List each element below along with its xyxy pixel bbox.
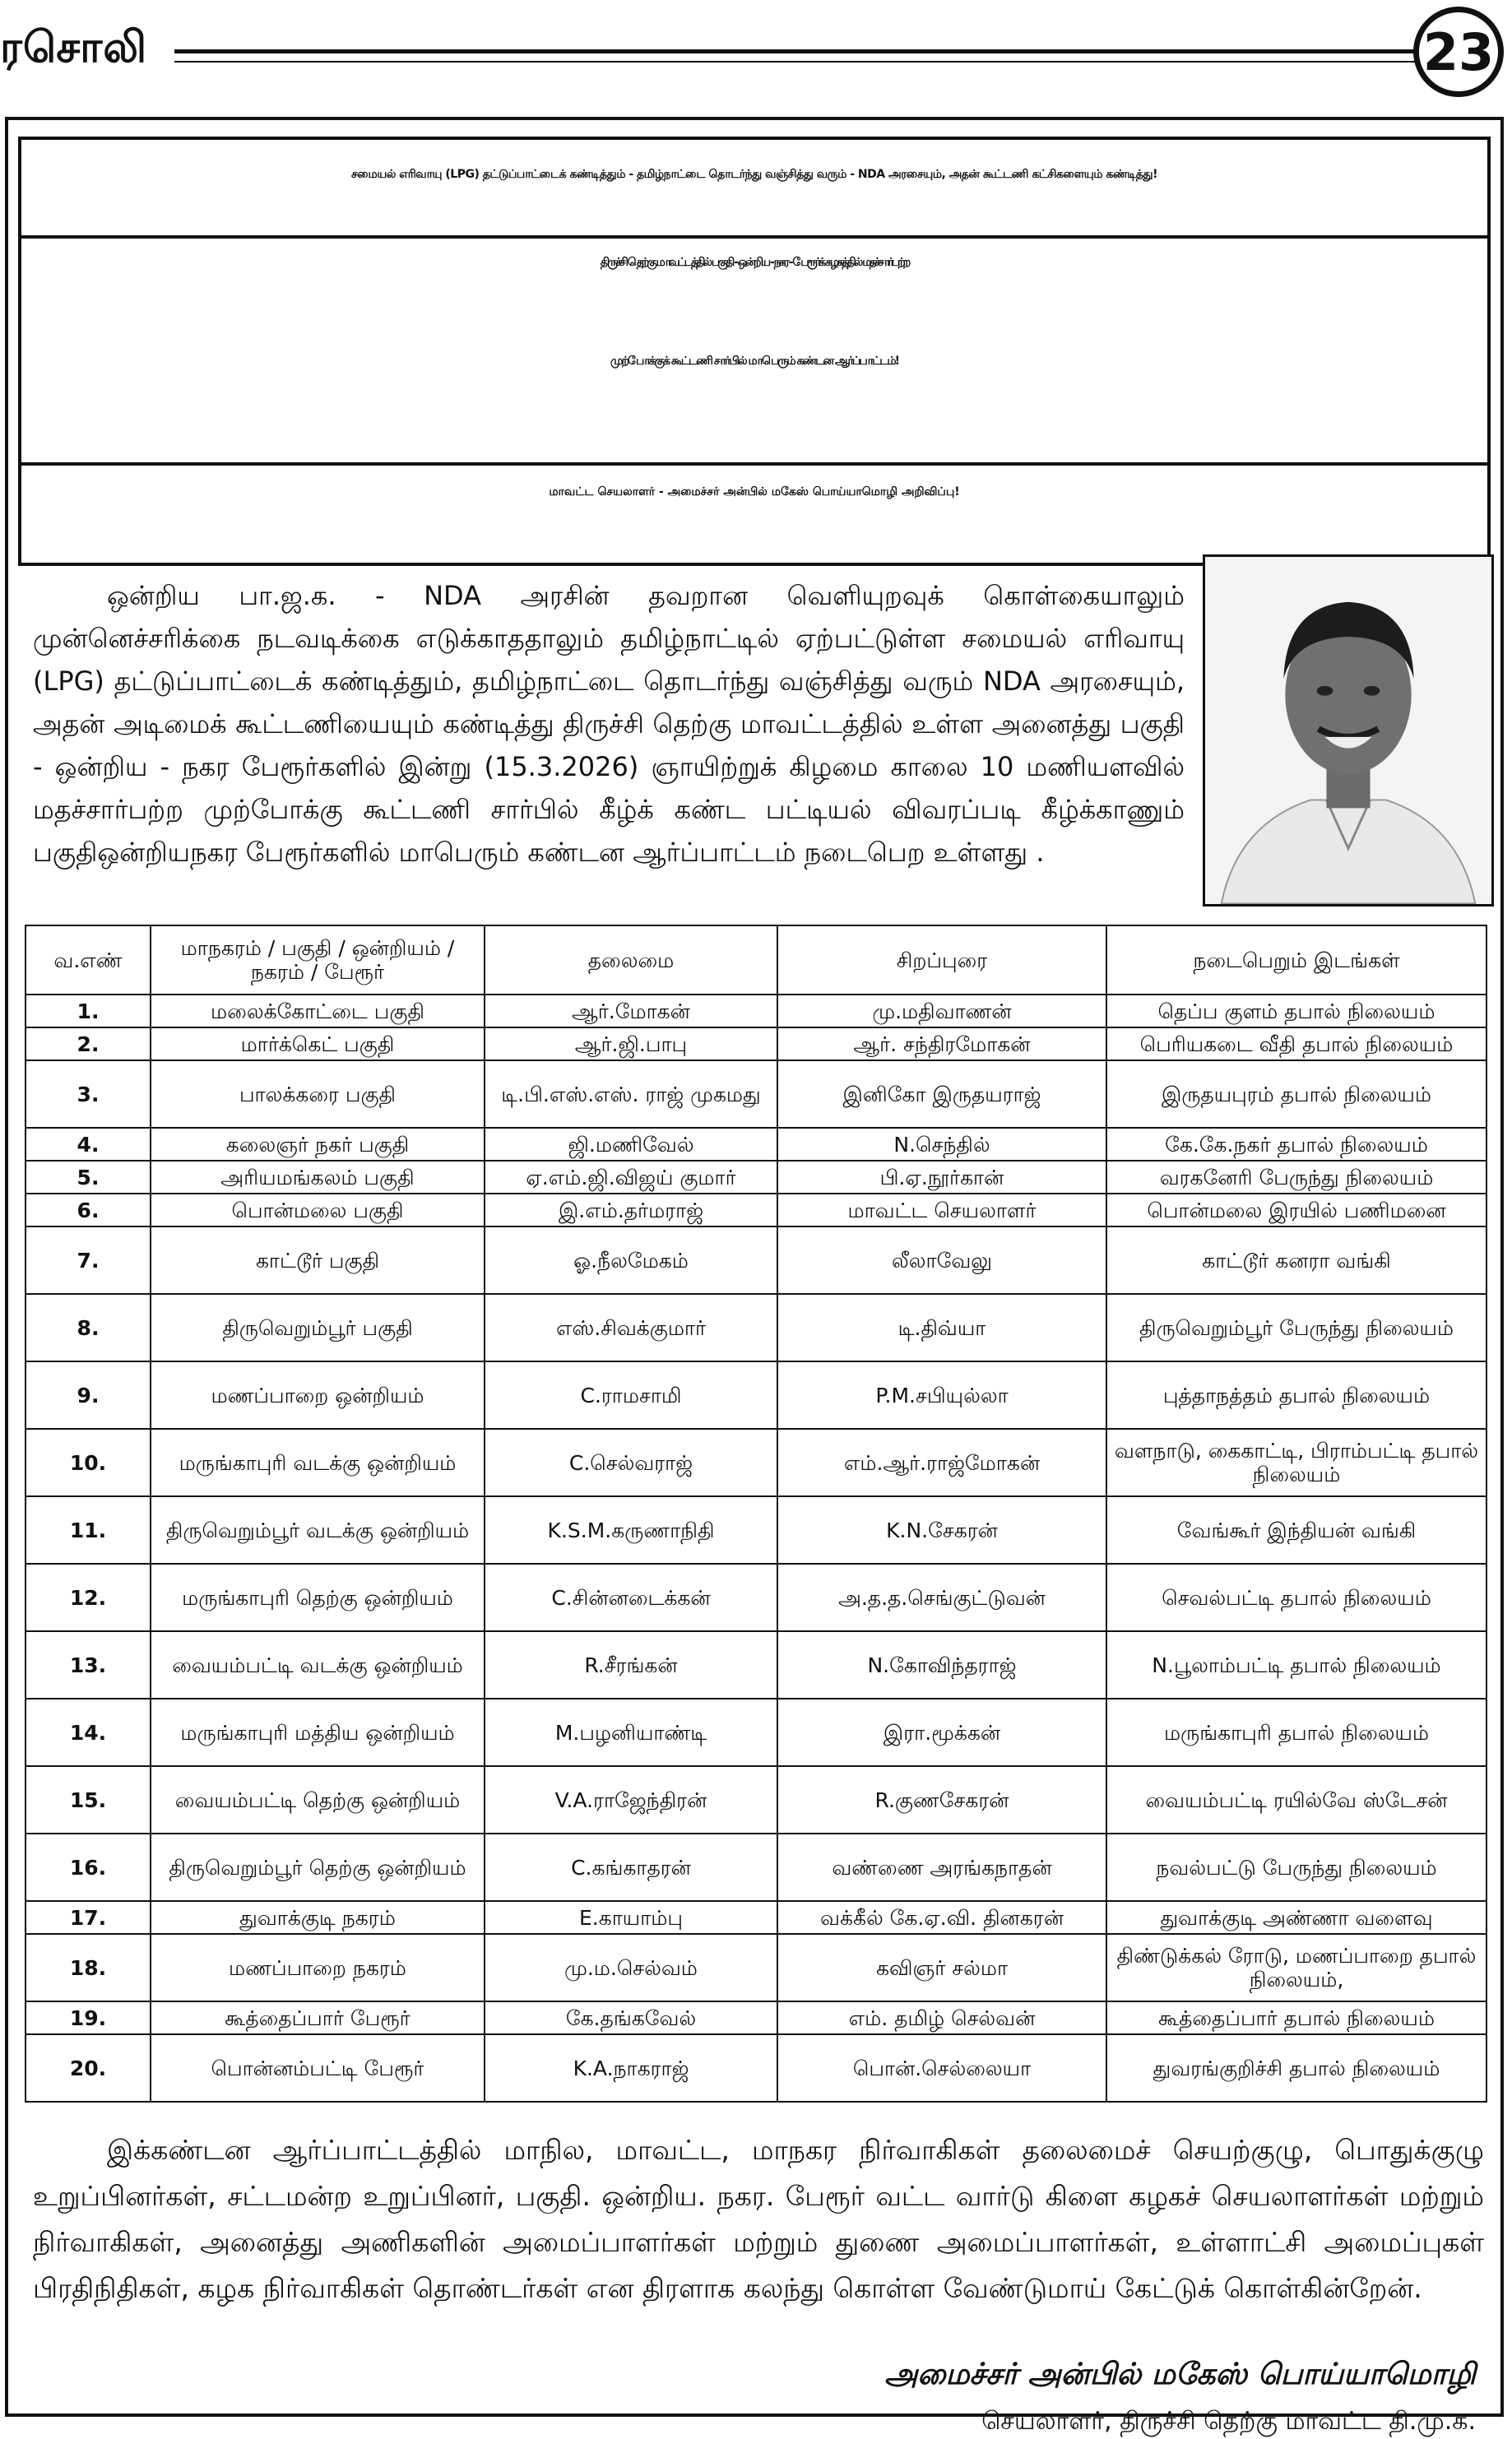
cell-serial: 19.	[26, 2001, 151, 2034]
cell-special-address: அ.த.த.செங்குட்டுவன்	[777, 1564, 1106, 1631]
signatory-name: அமைச்சர் அன்பில் மகேஸ் பொய்யாமொழி	[884, 2358, 1476, 2391]
cell-unit: கூத்தைப்பார் பேரூர்	[151, 2001, 485, 2034]
cell-special-address: லீலாவேலு	[777, 1226, 1106, 1294]
cell-presided-by: எஸ்.சிவக்குமார்	[485, 1294, 777, 1361]
cell-venue: தெப்ப குளம் தபால் நிலையம்	[1106, 995, 1486, 1027]
cell-serial: 6.	[26, 1194, 151, 1226]
cell-venue: துவாக்குடி அண்ணா வளைவு	[1106, 1901, 1486, 1934]
table-header-row	[26, 925, 1486, 995]
cell-special-address: R.குணசேகரன்	[777, 1766, 1106, 1834]
cell-venue: N.பூலாம்பட்டி தபால் நிலையம்	[1106, 1631, 1486, 1699]
cell-special-address: எம்.ஆர்.ராஜ்மோகன்	[777, 1429, 1106, 1496]
cell-special-address: N.செந்தில்	[777, 1128, 1106, 1161]
cell-presided-by: V.A.ராஜேந்திரன்	[485, 1766, 777, 1834]
cell-venue: புத்தாநத்தம் தபால் நிலையம்	[1106, 1361, 1486, 1429]
cell-special-address: பி.ஏ.நூர்கான்	[777, 1161, 1106, 1194]
kicker-divider	[21, 235, 1487, 239]
table-row	[26, 1128, 1486, 1161]
cell-unit: மருங்காபுரி மத்திய ஒன்றியம்	[151, 1699, 485, 1766]
cell-venue: பொன்மலை இரயில் பணிமனை	[1106, 1194, 1486, 1226]
cell-venue: வளநாடு, கைகாட்டி, பிராம்பட்டி தபால் நிலையம்	[1106, 1429, 1486, 1496]
cell-presided-by: K.S.M.கருணாநிதி	[485, 1496, 777, 1564]
protest-schedule-table	[25, 925, 1487, 2103]
cell-venue: கூத்தைப்பார் தபால் நிலையம்	[1106, 2001, 1486, 2034]
cell-serial: 3.	[26, 1060, 151, 1128]
table-row	[26, 1496, 1486, 1564]
cell-special-address: ஆர். சந்திரமோகன்	[777, 1027, 1106, 1060]
cell-serial: 15.	[26, 1766, 151, 1834]
cell-special-address: மு.மதிவாணன்	[777, 995, 1106, 1027]
cell-serial: 9.	[26, 1361, 151, 1429]
cell-unit: பாலக்கரை பகுதி	[151, 1060, 485, 1128]
cell-special-address: வக்கீல் கே.ஏ.வி. தினகரன்	[777, 1901, 1106, 1934]
closing-paragraph: இக்கண்டன ஆர்ப்பாட்டத்தில் மாநில, மாவட்ட, மாநகர நிர்வாகிகள் தலைமைச் செயற்குழு, பொதுக்குழு உறுப்பினர்கள், சட்டமன்ற உறுப்பினர், பகுதி. ஒன்றிய. நகர. பேரூர் வட்ட வார்டு கிளை கழகச் செயலாளர்கள் மற்றும் நிர்வாகிகள், அனைத்து அணிகளின் அமைப்பாளர்கள் மற்றும் துணை அமைப்பாளர்கள், உள்ளாட்சி அமைப்புகள் பிரதிநிதிகள், கழக நிர்வாகிகள் தொண்டர்கள் என திரளாக கலந்து கொள்ள வேண்டுமாய் கேட்டுக் கொள்கின்றேன்.	[33, 2134, 1484, 2304]
cell-presided-by: R.சீரங்கன்	[485, 1631, 777, 1699]
cell-unit: மார்க்கெட் பகுதி	[151, 1027, 485, 1060]
cell-venue: மருங்காபுரி தபால் நிலையம்	[1106, 1699, 1486, 1766]
cell-unit: பொன்னம்பட்டி பேரூர்	[151, 2034, 485, 2102]
cell-presided-by: டி.பி.எஸ்.எஸ். ராஜ் முகமது	[485, 1060, 777, 1128]
cell-serial: 14.	[26, 1699, 151, 1766]
cell-unit: துவாக்குடி நகரம்	[151, 1901, 485, 1934]
cell-special-address: வண்ணை அரங்கநாதன்	[777, 1834, 1106, 1901]
cell-presided-by: ஜி.மணிவேல்	[485, 1128, 777, 1161]
cell-serial: 12.	[26, 1564, 151, 1631]
cell-serial: 7.	[26, 1226, 151, 1294]
cell-venue: செவல்பட்டி தபால் நிலையம்	[1106, 1564, 1486, 1631]
intro-paragraph: ஒன்றிய பா.ஜ.க. - NDA அரசின் தவறான வெளியுறவுக் கொள்கையாலும் முன்னெச்சரிக்கை நடவடிக்கை எடுக்காததாலும் தமிழ்நாட்டில் ஏற்பட்டுள்ள சமையல் எரிவாயு (LPG) தட்டுப்பாட்டைக் கண்டித்தும், தமிழ்நாட்டை தொடர்ந்து வஞ்சித்து வரும் NDA அரசையும், அதன் அடிமைக் கூட்டணியையும் கண்டித்து திருச்சி தெற்கு மாவட்டத்தில் உள்ள அனைத்து பகுதி - ஒன்றிய - நகர பேரூர்களில் இன்று (15.3.2026) ஞாயிற்றுக் கிழமை காலை 10 மணியளவில் மதச்சார்பற்ற முற்போக்கு கூட்டணி சார்பில் கீழ்க் கண்ட பட்டியல் விவரப்படி கீழ்க்காணும் பகுதிஒன்றியநகர பேரூர்களில் மாபெரும் கண்டன ஆர்ப்பாட்டம் நடைபெற உள்ளது .	[33, 580, 1185, 868]
cell-unit: வையம்பட்டி தெற்கு ஒன்றியம்	[151, 1766, 485, 1834]
cell-presided-by: மு.ம.செல்வம்	[485, 1934, 777, 2001]
cell-presided-by: ஆர்.மோகன்	[485, 995, 777, 1027]
cell-serial: 11.	[26, 1496, 151, 1564]
table-row	[26, 1060, 1486, 1128]
headline-line-1: திருச்சி தெற்கு மாவட்டத்தில் பகுதி - ஒன்றிய - நகர - பேரூர்க் கழகத்தில் மதச்சார்பற்ற	[600, 256, 909, 269]
cell-unit: மணப்பாறை நகரம்	[151, 1934, 485, 2001]
table-row	[26, 1901, 1486, 1934]
cell-venue: காட்டூர் கனரா வங்கி	[1106, 1226, 1486, 1294]
portrait-image	[1205, 557, 1491, 904]
cell-presided-by: C.ராமசாமி	[485, 1361, 777, 1429]
table-row	[26, 1429, 1486, 1496]
paper-name: ரசொலி	[0, 23, 148, 72]
table-row	[26, 1699, 1486, 1766]
cell-special-address: N.கோவிந்தராஜ்	[777, 1631, 1106, 1699]
table-row	[26, 1631, 1486, 1699]
cell-unit: திருவெறும்பூர் பகுதி	[151, 1294, 485, 1361]
cell-serial: 1.	[26, 995, 151, 1027]
cell-venue: கே.கே.நகர் தபால் நிலையம்	[1106, 1128, 1486, 1161]
table-row	[26, 1766, 1486, 1834]
table-row	[26, 1934, 1486, 2001]
cell-unit: மலைக்கோட்டை பகுதி	[151, 995, 485, 1027]
cell-serial: 10.	[26, 1429, 151, 1496]
cell-presided-by: இ.எம்.தர்மராஜ்	[485, 1194, 777, 1226]
announcement-frame	[5, 117, 1504, 2436]
table-row	[26, 1027, 1486, 1060]
cell-special-address: K.N.சேகரன்	[777, 1496, 1106, 1564]
table-row	[26, 1834, 1486, 1901]
cell-special-address: பொன்.செல்லையா	[777, 2034, 1106, 2102]
headline-line-2: முற்போக்குக் கூட்டணி சார்பில் மாபெரும் கண்டன ஆர்ப்பாட்டம்!	[610, 355, 899, 368]
table-row	[26, 2034, 1486, 2102]
cell-venue: துவரங்குறிச்சி தபால் நிலையம்	[1106, 2034, 1486, 2102]
cell-presided-by: M.பழனியாண்டி	[485, 1699, 777, 1766]
cell-serial: 8.	[26, 1294, 151, 1361]
cell-venue: வேங்கூர் இந்தியன் வங்கி	[1106, 1496, 1486, 1564]
minister-photo	[1203, 554, 1494, 907]
headline-divider	[21, 462, 1487, 466]
cell-presided-by: C.செல்வராஜ்	[485, 1429, 777, 1496]
cell-venue: திருவெறும்பூர் பேருந்து நிலையம்	[1106, 1294, 1486, 1361]
cell-serial: 5.	[26, 1161, 151, 1194]
cell-venue: திண்டுக்கல் ரோடு, மணப்பாறை தபால் நிலையம்,	[1106, 1934, 1486, 2001]
masthead-rule	[174, 49, 1415, 53]
cell-presided-by: ஆர்.ஜி.பாபு	[485, 1027, 777, 1060]
cell-serial: 16.	[26, 1834, 151, 1901]
kicker-line: சமையல் எரிவாயு (LPG) தட்டுப்பாட்டைக் கண்டித்தும் - தமிழ்நாட்டை தொடர்ந்து வஞ்சித்து வரும் - NDA அரசையும், அதன் கூட்டணி கட்சிகளையும் கண்டித்து!	[351, 168, 1157, 181]
cell-unit: திருவெறும்பூர் தெற்கு ஒன்றியம்	[151, 1834, 485, 1901]
cell-special-address: டி.திவ்யா	[777, 1294, 1106, 1361]
cell-special-address: மாவட்ட செயலாளர்	[777, 1194, 1106, 1226]
cell-special-address: எம். தமிழ் செல்வன்	[777, 2001, 1106, 2034]
page-number: 23	[1413, 7, 1504, 97]
header-special-address: சிறப்புரை	[777, 925, 1106, 995]
table-row	[26, 1564, 1486, 1631]
masthead	[0, 0, 1512, 115]
cell-unit: காட்டூர் பகுதி	[151, 1226, 485, 1294]
cell-special-address: இனிகோ இருதயராஜ்	[777, 1060, 1106, 1128]
cell-venue: வையம்பட்டி ரயில்வே ஸ்டேசன்	[1106, 1766, 1486, 1834]
headline-box	[18, 137, 1491, 566]
table-row	[26, 2001, 1486, 2034]
cell-serial: 17.	[26, 1901, 151, 1934]
cell-unit: திருவெறும்பூர் வடக்கு ஒன்றியம்	[151, 1496, 485, 1564]
table-row	[26, 1294, 1486, 1361]
cell-unit: அரியமங்கலம் பகுதி	[151, 1161, 485, 1194]
header-serial: வ.எண்	[26, 925, 151, 995]
cell-special-address: இரா.மூக்கன்	[777, 1699, 1106, 1766]
cell-unit: மருங்காபுரி தெற்கு ஒன்றியம்	[151, 1564, 485, 1631]
cell-special-address: கவிஞர் சல்மா	[777, 1934, 1106, 2001]
cell-presided-by: K.A.நாகராஜ்	[485, 2034, 777, 2102]
cell-venue: இருதயபுரம் தபால் நிலையம்	[1106, 1060, 1486, 1128]
cell-venue: வரகனேரி பேருந்து நிலையம்	[1106, 1161, 1486, 1194]
cell-unit: மருங்காபுரி வடக்கு ஒன்றியம்	[151, 1429, 485, 1496]
cell-presided-by: C.கங்காதரன்	[485, 1834, 777, 1901]
header-presided-by: தலைமை	[485, 925, 777, 995]
table-row	[26, 1194, 1486, 1226]
cell-unit: வையம்பட்டி வடக்கு ஒன்றியம்	[151, 1631, 485, 1699]
cell-presided-by: C.சின்னடைக்கன்	[485, 1564, 777, 1631]
cell-serial: 20.	[26, 2034, 151, 2102]
table-row	[26, 995, 1486, 1027]
cell-unit: கலைஞர் நகர் பகுதி	[151, 1128, 485, 1161]
cell-presided-by: ஓ.நீலமேகம்	[485, 1226, 777, 1294]
header-unit: மாநகரம் / பகுதி / ஒன்றியம் / நகரம் / பேரூர்	[151, 925, 485, 995]
cell-presided-by: ஏ.எம்.ஜி.விஜய் குமார்	[485, 1161, 777, 1194]
cell-venue: பெரியகடை வீதி தபால் நிலையம்	[1106, 1027, 1486, 1060]
cell-serial: 2.	[26, 1027, 151, 1060]
cell-special-address: P.M.சபியுல்லா	[777, 1361, 1106, 1429]
table-row	[26, 1361, 1486, 1429]
masthead-rule-thin	[174, 61, 1415, 63]
signatory-designation: செயலாளர், திருச்சி தெற்கு மாவட்ட தி.மு.க.	[981, 2407, 1476, 2436]
cell-serial: 13.	[26, 1631, 151, 1699]
table-row	[26, 1161, 1486, 1194]
header-venue: நடைபெறும் இடங்கள்	[1106, 925, 1486, 995]
cell-serial: 18.	[26, 1934, 151, 2001]
cell-presided-by: கே.தங்கவேல்	[485, 2001, 777, 2034]
cell-presided-by: E.காயாம்பு	[485, 1901, 777, 1934]
table-row	[26, 1226, 1486, 1294]
cell-unit: மணப்பாறை ஒன்றியம்	[151, 1361, 485, 1429]
cell-venue: நவல்பட்டு பேருந்து நிலையம்	[1106, 1834, 1486, 1901]
subheadline: மாவட்ட செயலாளர் - அமைச்சர் அன்பில் மகேஸ் பொய்யாமொழி அறிவிப்பு!	[549, 485, 960, 498]
cell-serial: 4.	[26, 1128, 151, 1161]
cell-unit: பொன்மலை பகுதி	[151, 1194, 485, 1226]
